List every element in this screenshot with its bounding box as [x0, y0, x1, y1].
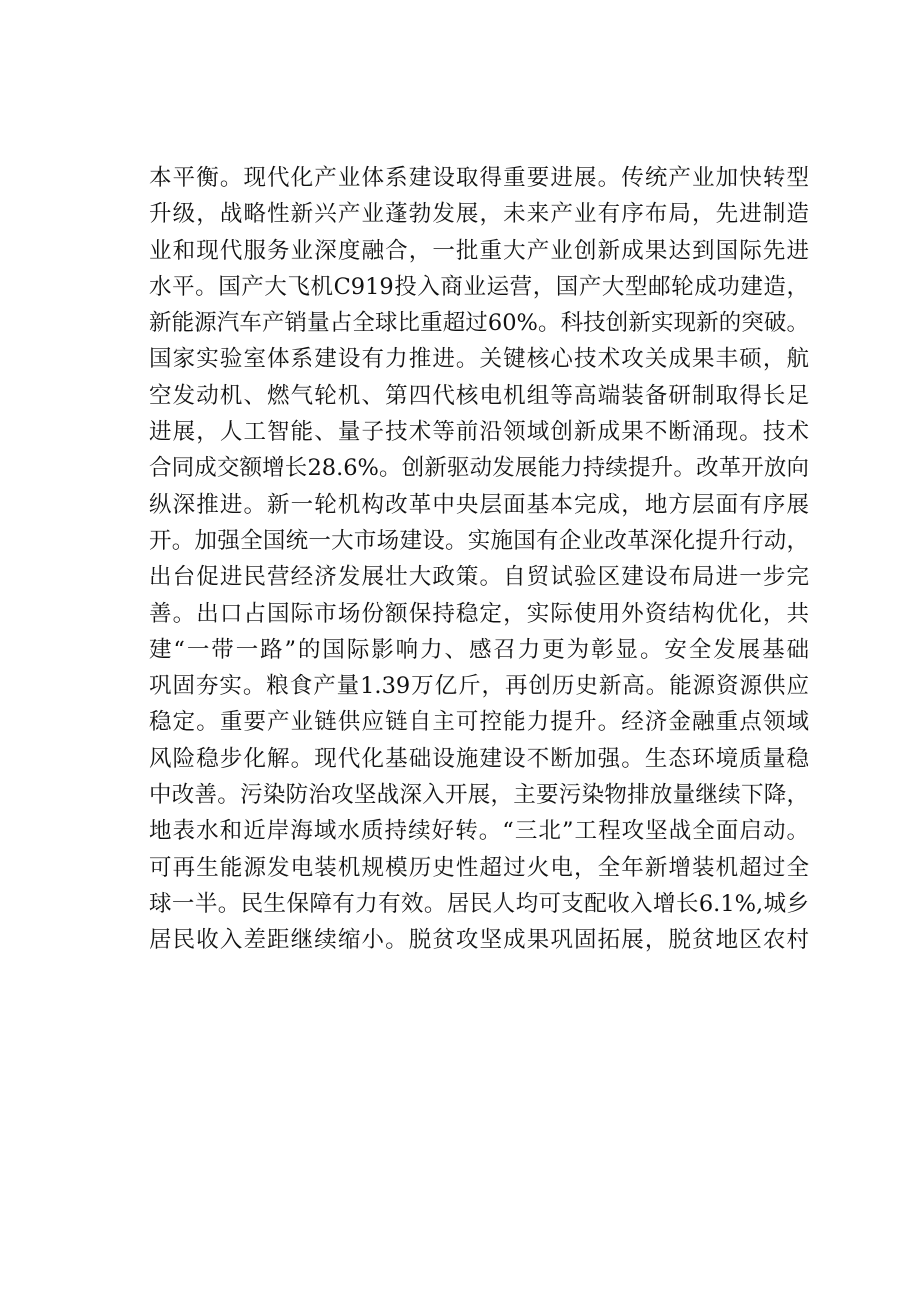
text-line: 升级，战略性新兴产业蓬勃发展，未来产业有序布局，先进制造	[149, 201, 809, 228]
text-line: 善。出口占国际市场份额保持稳定，实际使用外资结构优化，共	[149, 600, 809, 627]
text-line: 合同成交额增长28.6%。创新驱动发展能力持续提升。改革开放向	[149, 455, 809, 482]
text-line: 空发动机、燃气轮机、第四代核电机组等高端装备研制取得长足	[149, 382, 809, 409]
text-line: 本平衡。现代化产业体系建设取得重要进展。传统产业加快转型	[149, 165, 809, 191]
text-line: 中改善。污染防治攻坚战深入开展，主要污染物排放量继续下降，	[149, 782, 809, 809]
text-line: 业和现代服务业深度融合，一批重大产业创新成果达到国际先进	[149, 237, 809, 264]
text-line: 巩固夯实。粮食产量1.39万亿斤，再创历史新高。能源资源供应	[149, 673, 809, 700]
text-line: 开。加强全国统一大市场建设。实施国有企业改革深化提升行动，	[149, 527, 809, 554]
text-line: 居民收入差距继续缩小。脱贫攻坚成果巩固拓展，脱贫地区农村	[149, 927, 809, 954]
text-line: 风险稳步化解。现代化基础设施建设不断加强。生态环境质量稳	[149, 745, 809, 772]
text-line: 地表水和近岸海域水质持续好转。“三北”工程攻坚战全面启动。	[149, 818, 809, 845]
text-line: 进展，人工智能、量子技术等前沿领域创新成果不断涌现。技术	[149, 419, 809, 446]
text-line: 国家实验室体系建设有力推进。关键核心技术攻关成果丰硕，航	[149, 346, 809, 373]
text-line: 可再生能源发电装机规模历史性超过火电，全年新增装机超过全	[149, 854, 809, 881]
text-line: 稳定。重要产业链供应链自主可控能力提升。经济金融重点领域	[149, 709, 809, 736]
text-line: 球一半。民生保障有力有效。居民人均可支配收入增长6.1%,城乡	[149, 890, 809, 917]
text-line: 水平。国产大飞机C919投入商业运营，国产大型邮轮成功建造，	[149, 273, 809, 300]
text-line: 新能源汽车产销量占全球比重超过60%。科技创新实现新的突破。	[149, 310, 809, 337]
text-line: 建“一带一路”的国际影响力、感召力更为彰显。安全发展基础	[149, 636, 809, 663]
body-paragraph	[149, 160, 809, 959]
text-line: 出台促进民营经济发展壮大政策。自贸试验区建设布局进一步完	[149, 564, 809, 591]
text-line: 纵深推进。新一轮机构改革中央层面基本完成，地方层面有序展	[149, 491, 809, 518]
